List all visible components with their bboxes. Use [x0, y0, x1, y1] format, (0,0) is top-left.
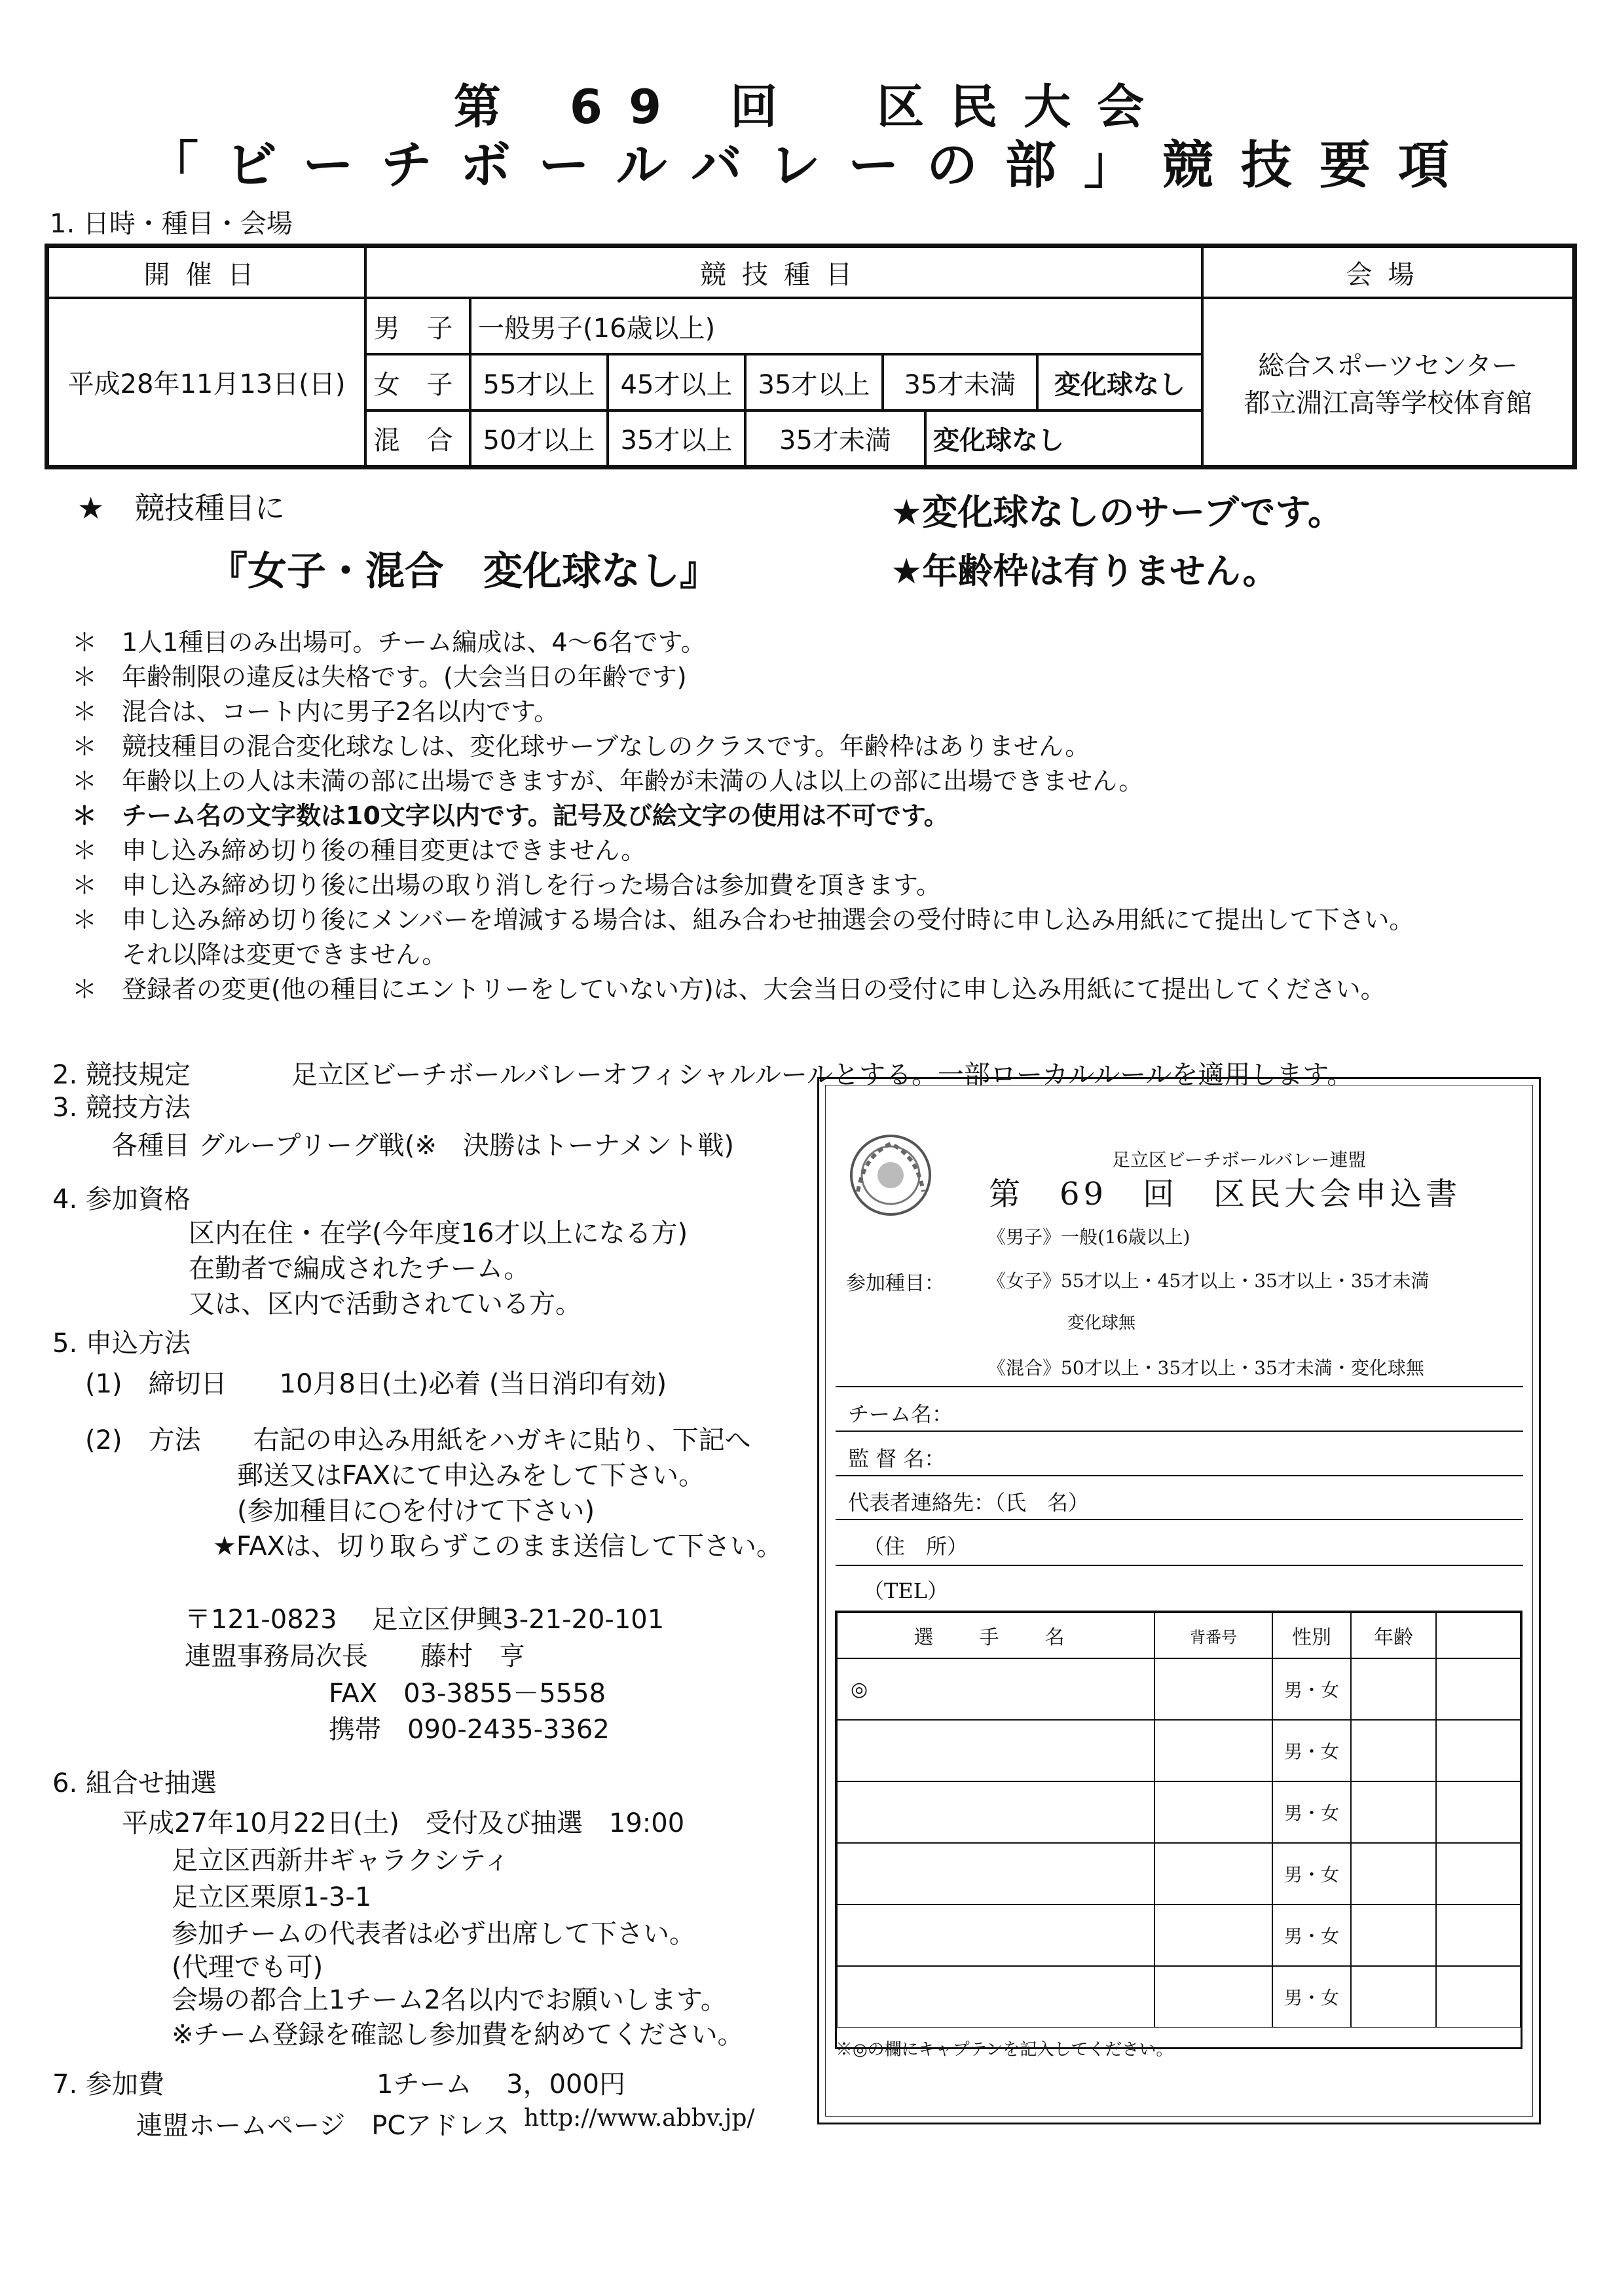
- form-addr-label: （住 所）: [863, 1534, 969, 1559]
- title-line1: 第 69 回 区民大会: [453, 79, 1171, 134]
- player-name-cell[interactable]: [837, 1781, 1154, 1843]
- note-bullet: ＊: [72, 628, 98, 657]
- schedule-table: [45, 244, 1577, 469]
- section4-line2: 在勤者で編成されたチーム。: [189, 1254, 530, 1284]
- category-men: 男 子: [365, 298, 470, 354]
- player-age-cell[interactable]: [1351, 1966, 1436, 2028]
- section6-line2: 足立区西新井ギャラクシティ: [172, 1846, 510, 1876]
- section4-heading: 4. 参加資格: [52, 1184, 191, 1214]
- category-mixed: 混 合: [365, 410, 470, 466]
- event-mixed-35under: 35才未満: [745, 410, 925, 466]
- highlight-quote: 『女子・混合 変化球なし』: [208, 549, 719, 594]
- event-women-45: 45才以上: [608, 354, 745, 410]
- section6-heading: 6. 組合せ抽選: [52, 1768, 217, 1798]
- highlight-intro: ★ 競技種目に: [77, 490, 286, 526]
- note-bullet: ＊: [72, 767, 98, 795]
- section6-line5: (代理でも可): [172, 1952, 323, 1982]
- player-gender-cell[interactable]: [1272, 1904, 1351, 1966]
- venue-line2: 都立淵江高等学校体育館: [1244, 388, 1532, 418]
- note-text: チーム名の文字数は10文字以内です。記号及び絵文字の使用は不可です。: [122, 801, 949, 830]
- player-header-gender: 性別: [1272, 1613, 1351, 1658]
- form-title: 第 69 回 区民大会申込書: [989, 1176, 1462, 1212]
- section5-fax: FAX 03-3855－5558: [329, 1679, 606, 1709]
- note-text: 申し込み締め切り後にメンバーを増減する場合は、組み合わせ抽選会の受付時に申し込み用紙にて提出して下さい。: [122, 905, 1414, 934]
- player-name-cell[interactable]: [837, 1658, 1154, 1720]
- note-text: 年齢制限の違反は失格です。(大会当日の年齢です): [122, 663, 687, 691]
- note-bullet: ＊: [72, 871, 98, 900]
- event-women-35under: 35才未満: [883, 354, 1037, 410]
- player-name-cell[interactable]: [837, 1843, 1154, 1904]
- form-women: 《女子》55才以上・45才以上・35才以上・35才未満: [987, 1270, 1430, 1292]
- gender-option: 男・女: [1283, 1679, 1339, 1701]
- section6-line1: 平成27年10月22日(土) 受付及び抽選 19:00: [122, 1808, 685, 1838]
- section5-heading: 5. 申込方法: [52, 1328, 191, 1358]
- player-gender-cell[interactable]: [1272, 1966, 1351, 2028]
- form-rep-label: 代表者連絡先：（氏 名）: [848, 1490, 1090, 1515]
- player-number-cell[interactable]: [1154, 1658, 1272, 1720]
- event-women-55: 55才以上: [470, 354, 608, 410]
- player-number-cell[interactable]: [1154, 1781, 1272, 1843]
- highlight-line2: ★年齢枠は有りません。: [891, 551, 1278, 592]
- player-extra-cell[interactable]: [1436, 1720, 1521, 1781]
- player-number-cell[interactable]: [1154, 1720, 1272, 1781]
- form-org: 足立区ビーチボールバレー連盟: [1112, 1149, 1367, 1171]
- player-header-age: 年齢: [1351, 1613, 1436, 1658]
- form-team-label: チーム名：: [848, 1402, 953, 1427]
- form-footnote: ※◎の欄にキャプテンを記入してください。: [836, 2040, 1173, 2060]
- player-age-cell[interactable]: [1351, 1843, 1436, 1904]
- player-table: [835, 1611, 1522, 2049]
- federation-emblem-icon: [845, 1129, 936, 1221]
- player-header-blank: [1436, 1613, 1521, 1658]
- team-name-field[interactable]: [836, 1430, 1523, 1432]
- section4-line1: 区内在住・在学(今年度16才以上になる方): [189, 1218, 688, 1248]
- form-mixed: 《混合》50才以上・35才以上・35才未満・変化球無: [987, 1357, 1424, 1379]
- section5-method-3: (参加種目に○を付けて下さい): [237, 1496, 595, 1526]
- gender-option: 男・女: [1283, 1987, 1339, 2009]
- address-field[interactable]: [836, 1565, 1523, 1566]
- player-gender-cell[interactable]: [1272, 1781, 1351, 1843]
- section7-heading: 7. 参加費: [52, 2069, 164, 2100]
- section3-text: 各種目 グループリーグ戦(※ 決勝はトーナメント戦): [111, 1131, 735, 1161]
- section2-text: 足立区ビーチボールバレーオフィシャルルールとする。一部ローカルルールを適用します。: [291, 1060, 1354, 1090]
- note-text: 競技種目の混合変化球なしは、変化球サーブなしのクラスです。年齢枠はありません。: [122, 732, 1090, 761]
- event-date: 平成28年11月13日(日): [48, 298, 365, 466]
- note-text: 申し込み締め切り後に出場の取り消しを行った場合は参加費を頂きます。: [122, 871, 941, 900]
- note-text: 年齢以上の人は未満の部に出場できますが、年齢が未満の人は以上の部に出場できません。: [122, 767, 1144, 795]
- player-age-cell[interactable]: [1351, 1658, 1436, 1720]
- highlight-line1: ★変化球なしのサーブです。: [891, 492, 1344, 533]
- player-name-cell[interactable]: [837, 1904, 1154, 1966]
- header-events: 競技種目: [365, 247, 1202, 298]
- note-bullet: ＊: [72, 836, 98, 865]
- section6-line3: 足立区栗原1-3-1: [172, 1882, 372, 1912]
- section5-contact: 連盟事務局次長 藤村 亨: [185, 1641, 525, 1671]
- rep-name-field[interactable]: [836, 1519, 1523, 1520]
- section6-line7: ※チーム登録を確認し参加費を納めてください。: [172, 2020, 744, 2050]
- section7-web-url: http://www.abbv.jp/: [524, 2105, 755, 2132]
- player-number-cell[interactable]: [1154, 1843, 1272, 1904]
- player-age-cell[interactable]: [1351, 1781, 1436, 1843]
- gender-option: 男・女: [1283, 1741, 1339, 1762]
- section5-deadline: (1) 締切日 10月8日(土)必着 (当日消印有効): [85, 1369, 667, 1399]
- section3-heading: 3. 競技方法: [52, 1093, 191, 1123]
- form-women-no-spin: 変化球無: [1067, 1313, 1136, 1333]
- note-text: 申し込み締め切り後の種目変更はできません。: [122, 836, 646, 865]
- gender-option: 男・女: [1283, 1802, 1339, 1824]
- note-bullet: ＊: [72, 663, 98, 691]
- header-date: 開催日: [48, 247, 365, 298]
- event-women-no-spin: 変化球なし: [1037, 354, 1202, 410]
- player-extra-cell[interactable]: [1436, 1843, 1521, 1904]
- player-number-cell[interactable]: [1154, 1904, 1272, 1966]
- section6-line4: 参加チームの代表者は必ず出席して下さい。: [172, 1919, 695, 1949]
- player-header-number: 背番号: [1154, 1613, 1272, 1658]
- note-bullet: ＊: [72, 905, 98, 934]
- note-bullet: ＊: [72, 732, 98, 761]
- venue: [1202, 298, 1574, 466]
- player-gender-cell[interactable]: [1272, 1720, 1351, 1781]
- form-rule-1: [836, 1386, 1523, 1387]
- coach-name-field[interactable]: [836, 1475, 1523, 1476]
- form-coach-label: 監 督 名：: [848, 1446, 946, 1471]
- section5-mobile: 携帯 090-2435-3362: [329, 1715, 610, 1745]
- section5-method-4: ★FAXは、切り取らずこのまま送信して下さい。: [213, 1531, 783, 1561]
- section6-line6: 会場の都合上1チーム2名以内でお願いします。: [172, 1985, 727, 2015]
- player-extra-cell[interactable]: [1436, 1781, 1521, 1843]
- header-venue: 会場: [1202, 247, 1574, 298]
- note-bullet: ＊: [72, 697, 98, 726]
- section7-web-label: 連盟ホームページ PCアドレス: [136, 2111, 510, 2141]
- player-header-name: 選 手 名: [837, 1613, 1154, 1658]
- player-extra-cell[interactable]: [1436, 1904, 1521, 1966]
- event-mixed-no-spin: 変化球なし: [925, 410, 1202, 466]
- player-name-cell[interactable]: [837, 1720, 1154, 1781]
- event-men-general: 一般男子(16歳以上): [470, 298, 1202, 354]
- form-tel-label: （TEL）: [863, 1578, 948, 1603]
- player-age-cell[interactable]: [1351, 1904, 1436, 1966]
- note-bullet: ＊: [72, 975, 98, 1004]
- player-age-cell[interactable]: [1351, 1720, 1436, 1781]
- player-number-cell[interactable]: [1154, 1966, 1272, 2028]
- venue-line1: 総合スポーツセンター: [1258, 350, 1518, 381]
- player-extra-cell[interactable]: [1436, 1966, 1521, 2028]
- gender-option: 男・女: [1283, 1864, 1339, 1886]
- section2-heading: 2. 競技規定: [52, 1060, 191, 1090]
- note-text: 登録者の変更(他の種目にエントリーをしていない方)は、大会当日の受付に申し込み用紙にて提出してください。: [122, 975, 1386, 1004]
- gender-option: 男・女: [1283, 1925, 1339, 1947]
- title-line2: 「ビーチボールバレーの部」競技要項: [147, 136, 1477, 195]
- player-gender-cell[interactable]: [1272, 1658, 1351, 1720]
- note-text: それ以降は変更できません。: [122, 940, 447, 969]
- event-mixed-50: 50才以上: [470, 410, 608, 466]
- section5-address: 〒121-0823 足立区伊興3-21-20-101: [185, 1605, 665, 1635]
- section1-heading: 1. 日時・種目・会場: [50, 209, 293, 239]
- player-extra-cell[interactable]: [1436, 1658, 1521, 1720]
- note-bullet: ＊: [72, 801, 98, 830]
- category-women: 女 子: [365, 354, 470, 410]
- captain-mark: ◎: [851, 1677, 868, 1701]
- section4-line3: 又は、区内で活動されている方。: [189, 1289, 581, 1319]
- form-men: 《男子》一般(16歳以上): [987, 1226, 1190, 1248]
- form-event-label: 参加種目：: [846, 1272, 944, 1295]
- note-text: 混合は、コート内に男子2名以内です。: [122, 697, 559, 726]
- event-mixed-35up: 35才以上: [608, 410, 745, 466]
- section5-method-1: (2) 方法 右記の申込み用紙をハガキに貼り、下記へ: [85, 1425, 751, 1455]
- player-name-cell[interactable]: [837, 1966, 1154, 2028]
- player-gender-cell[interactable]: [1272, 1843, 1351, 1904]
- event-women-35up: 35才以上: [745, 354, 883, 410]
- section5-method-2: 郵送又はFAXにて申込みをして下さい。: [237, 1461, 705, 1491]
- section7-fee: 1チーム 3，000円: [377, 2069, 625, 2100]
- note-text: 1人1種目のみ出場可。チーム編成は、4～6名です。: [122, 628, 706, 657]
